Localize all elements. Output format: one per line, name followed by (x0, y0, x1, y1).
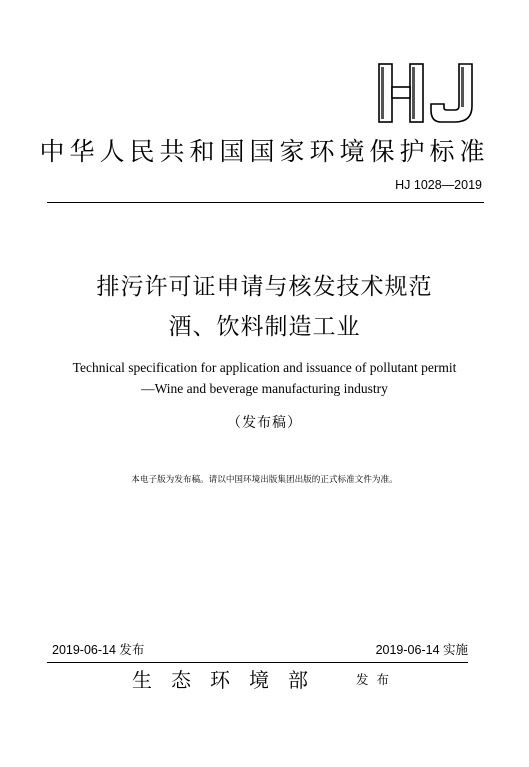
title-chinese-line1: 排污许可证申请与核发技术规范 (96, 274, 433, 300)
document-status: （发布稿） (227, 415, 302, 431)
implement-date: 2019-06-14 实施 (375, 643, 468, 657)
header-divider (47, 202, 484, 203)
title-english-line2: —Wine and beverage manufacturing industry (141, 381, 388, 396)
publisher: 生态环境部 (132, 668, 327, 692)
hj-logo (375, 62, 475, 124)
standard-number: HJ 1028—2019 (395, 178, 482, 192)
issue-date: 2019-06-14 发布 (52, 643, 145, 657)
title-english-line1: Technical specification for application and issuance of pollutant permit (72, 360, 457, 375)
electronic-version-notice: 本电子版为发布稿。请以中国环境出版集团出版的正式标准文件为准。 (131, 475, 398, 485)
publish-label: 发布 (356, 672, 398, 687)
footer-divider (47, 662, 468, 663)
title-chinese-line2: 酒、饮料制造工业 (168, 314, 361, 340)
standard-category: 中华人民共和国国家环境保护标准 (39, 137, 490, 166)
